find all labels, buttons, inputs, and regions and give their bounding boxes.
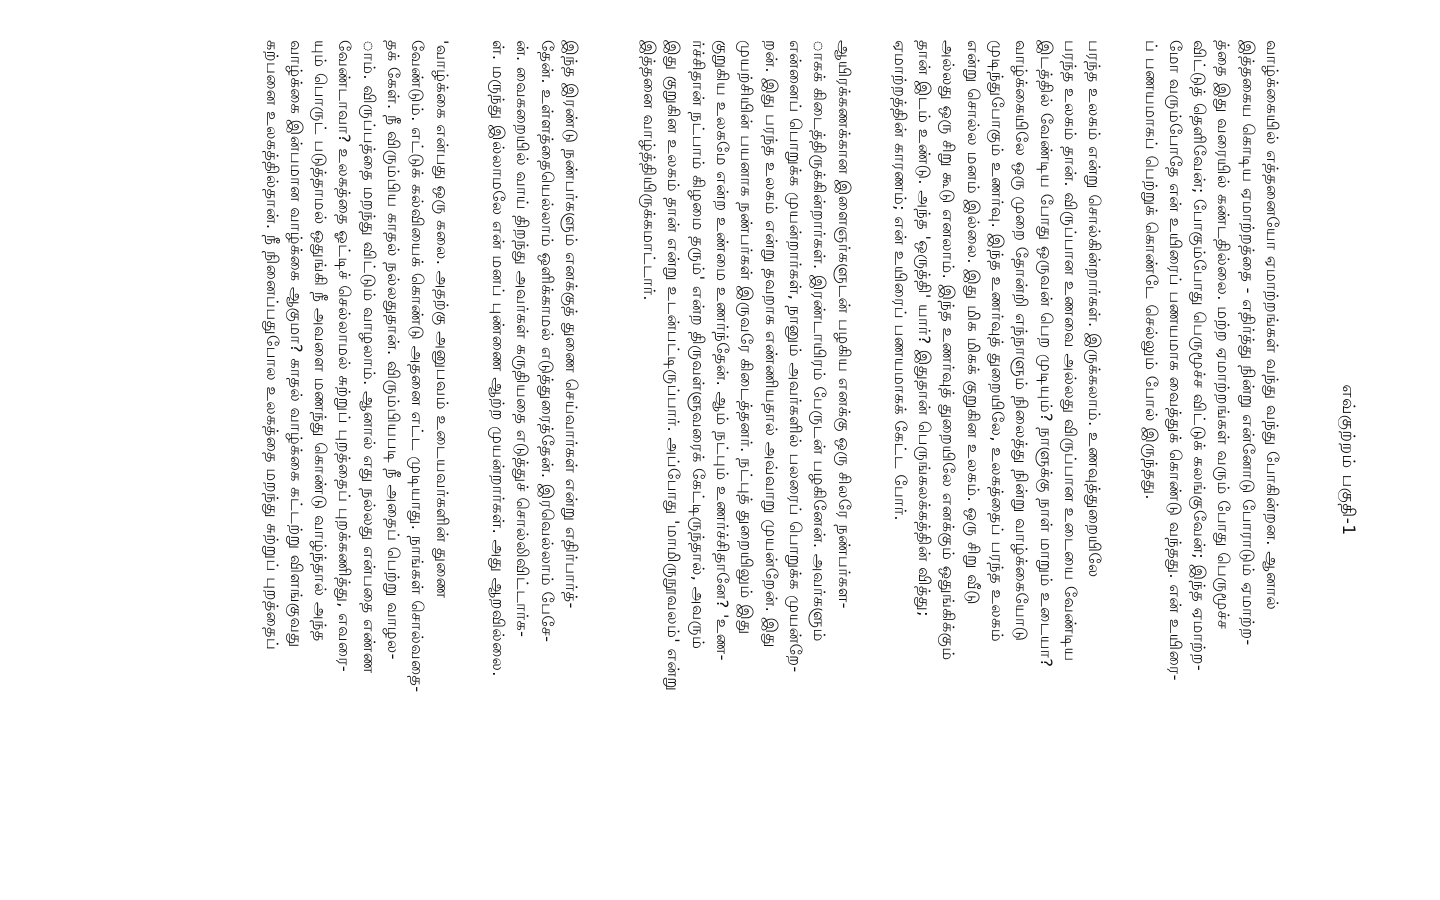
text-line: றன். இது பரந்த உலகம் என்று தவறாக எண்ணியதால் அவ்வாறு முயன்றேன். இது (761, 40, 781, 648)
text-line: ள். மருந்து இல்லாமலே என் மனப் புண்ணை ஆற்ற முயன்றார்கள். அது ஆறவில்லை. (488, 40, 508, 677)
paragraph-2 (888, 40, 1107, 880)
chapter-title: எவ்குற்றம் பகுதி-1 (1338, 384, 1358, 536)
text-line: அல்லது ஒரு சிறு கூடு எனலாம். இந்த உணர்வுத் துறையிலே எனக்கும் ஒதுங்கிக்கும் (939, 40, 959, 661)
text-line: முடிந்துபோகும் உணர்வு. இந்த உணர்வுத் துறையிலே, உலகத்தைப் பரந்த உலகம் (988, 40, 1008, 643)
text-line: யும் பொருட் படுத்தாமல் ஒதுங்கி நீ அவளை மணந்து கொண்டு வாழ்ந்தால் அந்த (311, 40, 331, 642)
text-line: வாழ்க்கை இன்பமான வாழ்க்கை ஆகுமா? காதல் வாழ்க்கை கட்டற்று விளங்குவது (286, 40, 306, 648)
text-line: ன். வைகறையில் வாய் திறந்து அவர்கள் கருதியதை எடுத்துச் சொல்லிவிட்டார்க- (513, 40, 533, 638)
text-line: பரந்த உலகம் தான். விருப்பான உணவை அல்லது விருப்பான உடையை வேண்டிய (1060, 40, 1080, 662)
text-line: ஆயிரக்கணக்கான இளைஞர்களுடன் பழகிய எனக்கு ஒரு சிலரே நண்பர்கள- (834, 40, 854, 609)
paragraph-5 (259, 40, 453, 880)
text-line: என்று சொல்ல மனம் இல்லை. இது மிக மிகக் குறுகின உலகம். ஒரு சிறு வீடு (963, 40, 983, 605)
text-line: ப் பணயமாகப் பெற்றுக் கொண்டே செல்லும் போல் இருந்தது. (1141, 40, 1161, 500)
paragraph-1 (1138, 40, 1284, 880)
text-line: ஏமாற்றத்தின் காரணம்; என் உயிரைப் பணயமாகக் கேட்ட போர். (890, 40, 910, 521)
text-line: கற்பனை உலகத்தில்தான். நீ நினைப்பதுபோல உலகத்தை மறந்து சுற்றுப் புறத்தைப் (262, 40, 282, 651)
text-line: த்தை இது வரையில் கண்டதில்லை. மற்ற ஏமாற்றங்கள் வரும் போது பெருமூச்ச (1214, 40, 1234, 630)
text-line: ாம். விருப்பத்தை மறந்து விட்டும் வாழலாம். ஆனால் எது நல்லது என்பதை எண்ண (359, 40, 379, 674)
text-line: என்னைப் பொறுக்க முயன்றார்கள், நானும் அவர்களில் பலரைப் பொறுக்க முயன்றே- (785, 40, 805, 673)
text-line: ாகக் கிடைத்திருக்கின்றார்கள். இரண்டாயிரம் பேருடன் பழகினேன். அவர்களும் (810, 40, 830, 642)
text-line: வேண்டாவா? உலகத்தை ஓட்டிச் செல்லாமல் சுற்றுப் புறத்தைப் புறக்கணித்து, எவரை- (335, 40, 355, 673)
paragraph-4 (486, 40, 583, 880)
text-line: இத்தனை வாழ்த்தியிருக்கமாட்டார். (640, 40, 660, 301)
text-line: முயற்சியின் பயனாக நண்பர்கள் இருவரே கிடைத்தனர். நட்புத் துறையிலும் இது (737, 40, 757, 635)
text-line: இடத்தில் வேண்டிய போது ஒருவன் பெற முடியும்? நாளுக்கு நாள் மாறும் உடையா? (1036, 40, 1056, 668)
text-line: பரந்த உலகம் என்று சொல்கின்றார்கள். இருக்கலாம். உணவுத்துறையிலே (1085, 40, 1105, 578)
text-line: விட்டுத் தெளிவேன்; போகும்போது பெருமூச்ச விட்டுக் கலங்குவேன்; இந்த ஏமாற்ற- (1190, 40, 1210, 671)
text-line: தக் கேள். நீ விரும்பிய காதல் நல்லதுதான். விரும்பியபடி நீ அதைப் பெற்று வாழல- (384, 40, 404, 660)
text-line: இது குறுகின உலகம் தான் என்று உடன்பட்டிருப்பார். அப்போது 'மாமிருநூவலம்' என்று (664, 40, 684, 692)
text-line: 'வாழ்க்கை என்பது ஒரு கலை. அதற்கு அனுபவம் உடையவர்களின் துணை (432, 40, 452, 599)
text-line: ர்ச்சிதான் நட்பாம் கிழமை தரும்' என்ற திருவள்ளுவரைக் கேட்டிருந்தால், அவரும் (688, 40, 708, 650)
text-line: இத்தகைய கொடிய ஏமாற்றத்தை - எதிர்த்து நின்று என்னோடு போராடும் ஏமாற்ற- (1238, 40, 1258, 646)
text-line: தேன். உள்ளத்தையெல்லாம் ஒளிக்காமல் எடுத்துரைத்தேன். இரவெல்லாம் பேசே- (537, 40, 557, 643)
text-line: குறுகிய உலகமே என்ற உண்மை உணர்ந்தேன். ஆம் நட்பும் உணர்ச்சிதானே? 'உண- (713, 40, 733, 661)
text-line: வாழ்க்கையில் எத்தனையோ ஏமாற்றங்கள் வந்து வந்து போகின்றன. ஆனால் (1263, 40, 1282, 611)
paragraph-3 (637, 40, 856, 880)
text-line: மோ வரும்போதே என் உயிரைப் பணயமாக வைத்துக் கொண்டு வந்தது. என் உயிரை- (1165, 40, 1185, 681)
text-line: தான் இடம் உண்டு. அந்த 'ஒருத்தி' யார்? இதுதான் பெருங்கலக்கத்தின் வித்து; (915, 40, 935, 617)
text-line: இந்த இரண்டு நண்பர்களும் எனக்குத் துணை செய்வார்கள் என்று எதிர்பார்த்- (561, 40, 581, 609)
text-line: வாழ்க்கையிலே ஒரு முறை தோன்றி எந்நாளும் நிலைத்து நின்று வாழ்க்கையோடு (1012, 40, 1032, 642)
text-line: வேண்டும். எட்டுக் கல்வியைக் கொண்டு அதனை எட்ட முடியாது. நாங்கள் சொல்வதை- (408, 40, 428, 693)
